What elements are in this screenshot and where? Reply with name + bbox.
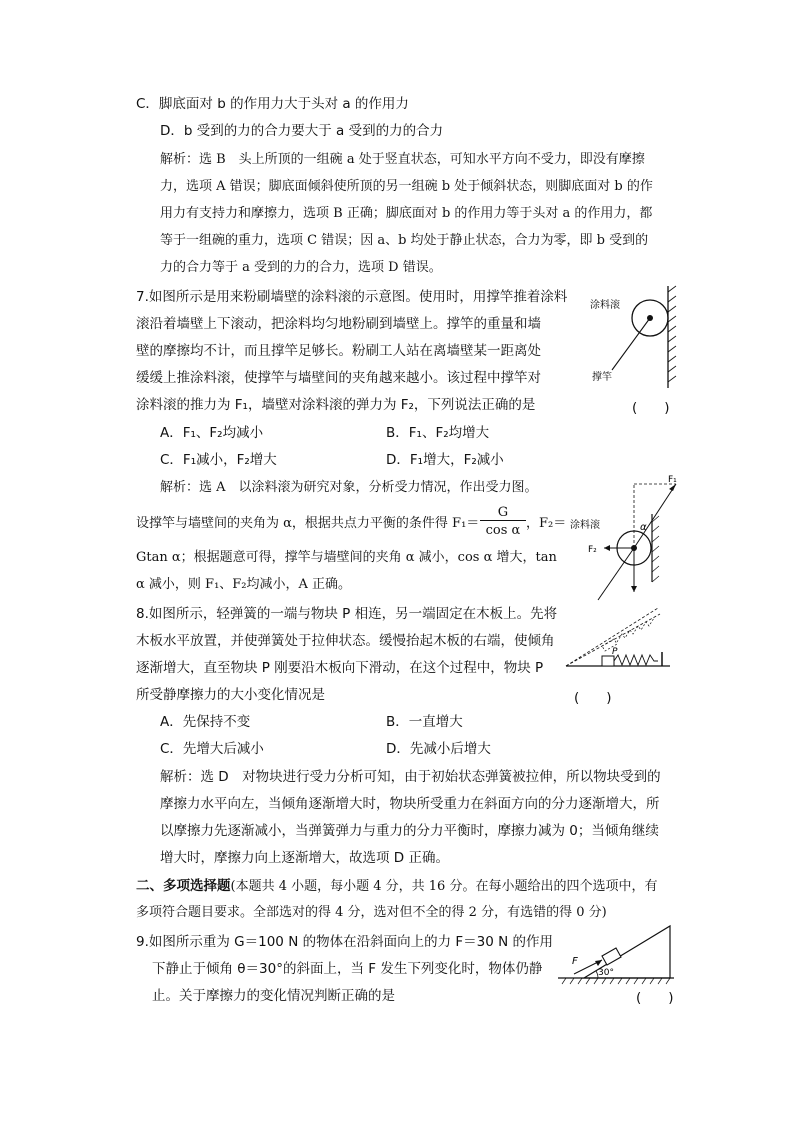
solution-line: 解析：选 D 对物块进行受力分析可知，由于初始状态弹簧被拉伸，所以物块受到的	[160, 769, 661, 785]
figure-7-force-diagram	[568, 475, 688, 610]
solution-line: ，F₂＝	[526, 516, 567, 531]
figure-9-incline	[554, 912, 679, 984]
option-8b: B．一直增大	[386, 714, 463, 730]
solution-line: 设撑竿与墙壁间的夹角为 α，根据共点力平衡的条件得 F₁＝	[136, 516, 480, 531]
question-7-text: 7.如图所示是用来粉刷墙壁的涂料滚的示意图。使用时，用撑竿推着涂料	[136, 289, 568, 305]
option-7b: B．F₁、F₂均增大	[386, 425, 490, 441]
fraction-numerator: G	[480, 505, 526, 521]
question-9-text: 下静止于倾角 θ＝30°的斜面上，当 F 发生下列变化时，物体仍静	[152, 961, 543, 977]
solution-line: α 减小，则 F₁、F₂均减小，A 正确。	[136, 577, 352, 592]
roller-label: 涂料滚	[590, 300, 620, 311]
answer-paren: ( )	[574, 690, 612, 706]
section-instructions: (本题共 4 小题，每小题 4 分，共 16 分。在每小题给出的四个选项中，有	[230, 879, 658, 894]
solution-line: 用力有支持力和摩擦力，选项 B 正确；脚底面对 b 的作用力等于头对 a 的作用力，都	[160, 206, 653, 221]
angle-label: 30°	[598, 968, 614, 978]
option-7d: D．F₁增大，F₂减小	[386, 452, 504, 468]
question-9-text: 止。关于摩擦力的变化情况判断正确的是	[152, 988, 395, 1004]
question-8-text: 8.如图所示，轻弹簧的一端与物块 P 相连，另一端固定在木板上。先将	[136, 606, 558, 622]
pole-label: 撑竿	[592, 372, 612, 383]
block-p-label: P	[612, 647, 618, 657]
option-7c: C．F₁减小，F₂增大	[160, 452, 277, 468]
option-8c: C．先增大后减小	[160, 741, 264, 757]
option-8a: A．先保持不变	[160, 714, 251, 730]
question-8-text: 逐渐增大，直至物块 P 刚要沿木板向下滑动，在这个过程中，物块 P	[136, 660, 544, 676]
question-7-text: 缓缓上推涂料滚，使撑竿与墙壁间的夹角越来越小。该过程中撑竿对	[136, 370, 541, 386]
solution-line: Gtan α；根据题意可得，撑竿与墙壁间的夹角 α 减小，cos α 增大，tan	[136, 550, 557, 565]
solution-line: 解析：选 A 以涂料滚为研究对象，分析受力情况，作出受力图。	[160, 480, 538, 495]
roller-label: 涂料滚	[570, 520, 600, 531]
section-heading	[136, 877, 657, 896]
option-8d: D．先减小后增大	[386, 741, 491, 757]
force-f-label: F	[572, 956, 578, 967]
question-9-text: 9.如图所示重为 G＝100 N 的物体在沿斜面向上的力 F＝30 N 的作用	[136, 934, 553, 950]
answer-paren: ( )	[632, 400, 670, 416]
question-7-text: 滚沿着墙壁上下滚动，把涂料均匀地粉刷到墙壁上。撑竿的重量和墙	[136, 316, 541, 332]
question-8-text: 所受静摩擦力的大小变化情况是	[136, 687, 325, 703]
f1-label: F₁	[668, 475, 677, 485]
fraction-denominator: cos α	[485, 523, 521, 538]
solution-line: 力的合力等于 a 受到的力的合力，选项 D 错误。	[160, 260, 442, 275]
option-7prev-d: D．b 受到的力的合力要大于 a 受到的力的合力	[160, 123, 444, 139]
answer-paren: ( )	[636, 990, 674, 1006]
option-7prev-c: C．脚底面对 b 的作用力大于头对 a 的作用力	[136, 96, 409, 112]
solution-line: 等于一组碗的重力，选项 C 错误；因 a、b 均处于静止状态，合力为零，即 b 受到的	[160, 233, 649, 248]
question-7-text: 壁的摩擦均不计，而且撑竿足够长。粉刷工人站在离墙壁某一距离处	[136, 343, 541, 359]
figure-7-paint-roller	[580, 284, 690, 394]
solution-line: 增大时，摩擦力向上逐渐增大，故选项 D 正确。	[160, 850, 449, 866]
solution-line: 力，选项 A 错误；脚底面倾斜使所顶的另一组碗 b 处于倾斜状态，则脚底面对 b 的作	[160, 179, 653, 194]
question-8-text: 木板水平放置，并使弹簧处于拉伸状态。缓慢抬起木板的右端，使倾角	[136, 633, 555, 649]
question-7-text: 涂料滚的推力为 F₁，墙壁对涂料滚的弹力为 F₂，下列说法正确的是	[136, 397, 536, 413]
solution-line: 摩擦力水平向左，当倾角逐渐增大时，物块所受重力在斜面方向的分力逐渐增大，所	[160, 796, 660, 812]
alpha-label: α	[640, 522, 647, 533]
section-title: 二、多项选择题	[136, 878, 231, 894]
solution-line: 以摩擦力先逐渐减小，当弹簧弹力与重力的分力平衡时，摩擦力减为 0；当倾角继续	[160, 823, 659, 839]
f2-label: F₂	[588, 545, 597, 555]
figure-8-plank-spring	[562, 604, 677, 674]
solution-line: 解析：选 B 头上所顶的一组碗 a 处于竖直状态，可知水平方向不受力，即没有摩擦	[160, 152, 645, 167]
section-instructions: 多项符合题目要求。全部选对的得 4 分，选对但不全的得 2 分，有选错的得 0 分)	[136, 905, 607, 920]
option-7a: A．F₁、F₂均减小	[160, 425, 264, 441]
